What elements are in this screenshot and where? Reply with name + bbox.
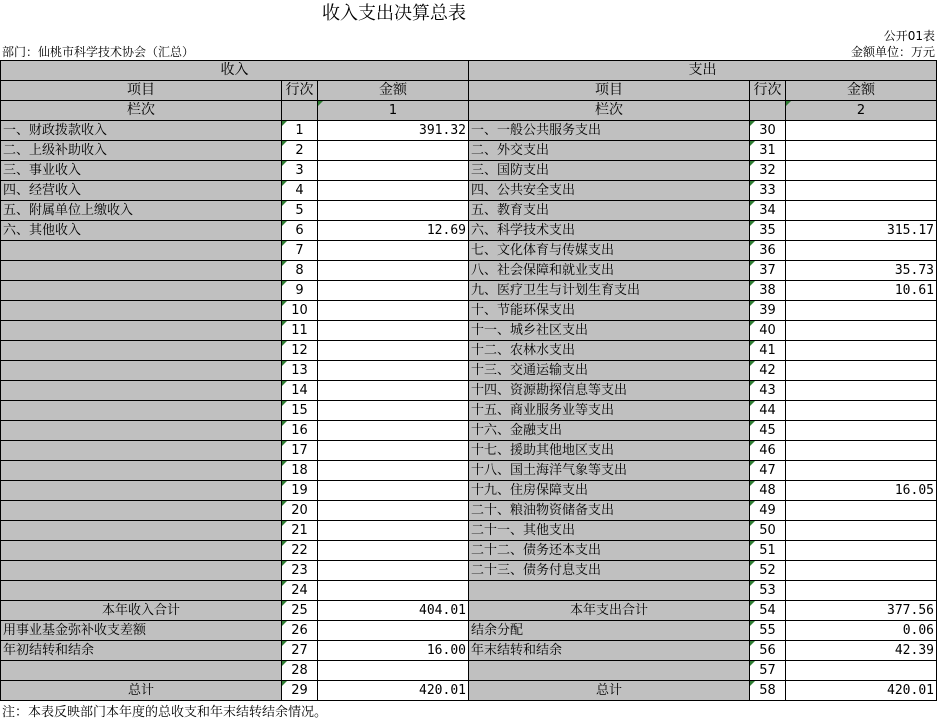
expense-rowno-cell: 51 [750, 541, 786, 561]
expense-rowno-cell: 42 [750, 361, 786, 381]
income-rowno-cell: 19 [282, 481, 318, 501]
expense-item-header: 项目 [469, 81, 750, 101]
income-amount-cell [318, 321, 469, 341]
expense-item-cell: 十八、国土海洋气象等支出 [469, 461, 750, 481]
expense-item-cell: 十三、交通运输支出 [469, 361, 750, 381]
expense-rowno-cell: 36 [750, 241, 786, 261]
income-rowno-cell: 5 [282, 201, 318, 221]
income-amount-cell: 420.01 [318, 681, 469, 701]
expense-amount-cell [786, 241, 937, 261]
expense-amount-cell [786, 341, 937, 361]
expense-amount-cell [786, 501, 937, 521]
income-item-cell [1, 541, 282, 561]
income-amount-cell [318, 301, 469, 321]
income-rowno-cell: 20 [282, 501, 318, 521]
income-item-cell [1, 321, 282, 341]
expense-amount-cell [786, 561, 937, 581]
expense-amount-cell [786, 661, 937, 681]
expense-item-cell: 九、医疗卫生与计划生育支出 [469, 281, 750, 301]
income-item-cell [1, 281, 282, 301]
income-amount-cell [318, 401, 469, 421]
table-row [1, 441, 937, 461]
income-amount-cell [318, 341, 469, 361]
income-expense-table [0, 60, 937, 701]
income-rowno-cell: 27 [282, 641, 318, 661]
expense-item-cell: 五、教育支出 [469, 201, 750, 221]
income-amount-cell [318, 181, 469, 201]
income-item-cell: 二、上级补助收入 [1, 141, 282, 161]
income-rowno-cell: 23 [282, 561, 318, 581]
expense-amount-cell [786, 321, 937, 341]
expense-amount-cell [786, 461, 937, 481]
expense-rowno-cell: 46 [750, 441, 786, 461]
income-amount-cell [318, 361, 469, 381]
table-row [1, 321, 937, 341]
table-row [1, 201, 937, 221]
income-rowno-cell: 24 [282, 581, 318, 601]
expense-item-cell: 总计 [469, 681, 750, 701]
table-row [1, 521, 937, 541]
table-row [1, 381, 937, 401]
expense-item-cell [469, 661, 750, 681]
expense-rowno-cell: 50 [750, 521, 786, 541]
table-row [1, 261, 937, 281]
income-amount-cell [318, 501, 469, 521]
expense-item-cell: 十一、城乡社区支出 [469, 321, 750, 341]
table-row [1, 541, 937, 561]
unit-label: 金额单位：万元 [850, 45, 935, 59]
expense-amount-cell [786, 201, 937, 221]
income-column-empty [282, 101, 318, 121]
expense-amount-cell [786, 401, 937, 421]
table-row [1, 401, 937, 421]
expense-item-cell: 八、社会保障和就业支出 [469, 261, 750, 281]
income-item-cell [1, 441, 282, 461]
table-body [1, 61, 937, 701]
income-rowno-cell: 25 [282, 601, 318, 621]
expense-item-cell: 三、国防支出 [469, 161, 750, 181]
income-rowno-cell: 26 [282, 621, 318, 641]
income-rowno-cell: 16 [282, 421, 318, 441]
income-amount-cell: 12.69 [318, 221, 469, 241]
income-item-cell [1, 481, 282, 501]
table-row [1, 421, 937, 441]
income-item-cell [1, 381, 282, 401]
income-rowno-cell: 1 [282, 121, 318, 141]
income-amount-cell [318, 621, 469, 641]
expense-rowno-cell: 38 [750, 281, 786, 301]
income-amount-cell: 16.00 [318, 641, 469, 661]
income-item-cell [1, 401, 282, 421]
section-header-row [1, 61, 937, 81]
income-rowno-cell: 2 [282, 141, 318, 161]
expense-rowno-cell: 54 [750, 601, 786, 621]
department-label: 部门：仙桃市科学技术协会（汇总） [2, 45, 195, 59]
expense-amount-cell [786, 381, 937, 401]
expense-rowno-cell: 30 [750, 121, 786, 141]
income-rowno-cell: 21 [282, 521, 318, 541]
income-item-header: 项目 [1, 81, 282, 101]
expense-rowno-cell: 48 [750, 481, 786, 501]
table-row [1, 281, 937, 301]
table-row [1, 601, 937, 621]
table-row [1, 121, 937, 141]
expense-rowno-cell: 41 [750, 341, 786, 361]
expense-item-cell: 一、一般公共服务支出 [469, 121, 750, 141]
income-item-cell: 三、事业收入 [1, 161, 282, 181]
income-item-cell [1, 521, 282, 541]
expense-amount-cell [786, 581, 937, 601]
expense-amount-cell [786, 121, 937, 141]
expense-item-cell: 十二、农林水支出 [469, 341, 750, 361]
expense-rowno-cell: 35 [750, 221, 786, 241]
income-amount-cell [318, 141, 469, 161]
income-amount-cell: 391.32 [318, 121, 469, 141]
expense-rowno-cell: 40 [750, 321, 786, 341]
expense-rowno-cell: 33 [750, 181, 786, 201]
table-row [1, 181, 937, 201]
expense-item-cell: 十七、援助其他地区支出 [469, 441, 750, 461]
income-amount-cell [318, 441, 469, 461]
income-column-number: 1 [318, 101, 469, 121]
income-item-cell [1, 501, 282, 521]
expense-item-cell: 本年支出合计 [469, 601, 750, 621]
column-header-row [1, 81, 937, 101]
expense-amount-cell: 420.01 [786, 681, 937, 701]
footnote: 注：本表反映部门本年度的总收支和年末结转结余情况。 [2, 705, 328, 720]
income-amount-cell: 404.01 [318, 601, 469, 621]
income-item-cell: 本年收入合计 [1, 601, 282, 621]
expense-item-cell: 二十二、债务还本支出 [469, 541, 750, 561]
income-item-cell [1, 561, 282, 581]
income-item-cell [1, 421, 282, 441]
income-column-label: 栏次 [1, 101, 282, 121]
income-rowno-cell: 29 [282, 681, 318, 701]
expense-amount-cell [786, 521, 937, 541]
expense-rowno-cell: 52 [750, 561, 786, 581]
expense-item-cell: 七、文化体育与传媒支出 [469, 241, 750, 261]
table-row [1, 241, 937, 261]
expense-item-cell: 二十三、债务付息支出 [469, 561, 750, 581]
expense-rowno-cell: 45 [750, 421, 786, 441]
income-amount-cell [318, 281, 469, 301]
expense-amount-cell [786, 181, 937, 201]
income-rowno-cell: 13 [282, 361, 318, 381]
income-item-cell [1, 241, 282, 261]
expense-rowno-cell: 55 [750, 621, 786, 641]
table-row [1, 361, 937, 381]
expense-item-cell: 十九、住房保障支出 [469, 481, 750, 501]
expense-rowno-cell: 32 [750, 161, 786, 181]
income-item-cell: 五、附属单位上缴收入 [1, 201, 282, 221]
expense-rowno-cell: 58 [750, 681, 786, 701]
income-rowno-cell: 14 [282, 381, 318, 401]
expense-column-label: 栏次 [469, 101, 750, 121]
income-amount-cell [318, 381, 469, 401]
report-title: 收入支出决算总表 [322, 3, 466, 24]
expense-rowno-cell: 44 [750, 401, 786, 421]
expense-amount-cell [786, 441, 937, 461]
income-amount-cell [318, 261, 469, 281]
expense-rowno-cell: 47 [750, 461, 786, 481]
table-row [1, 621, 937, 641]
income-amount-cell [318, 581, 469, 601]
expense-item-cell: 二十、粮油物资储备支出 [469, 501, 750, 521]
expense-amount-cell [786, 421, 937, 441]
expense-amount-cell: 35.73 [786, 261, 937, 281]
income-amount-cell [318, 481, 469, 501]
expense-amount-cell [786, 541, 937, 561]
expense-rowno-cell: 49 [750, 501, 786, 521]
table-row [1, 561, 937, 581]
table-row [1, 141, 937, 161]
expense-amount-header: 金额 [786, 81, 937, 101]
income-amount-cell [318, 201, 469, 221]
expense-column-empty [750, 101, 786, 121]
income-amount-header: 金额 [318, 81, 469, 101]
income-item-cell: 四、经营收入 [1, 181, 282, 201]
income-amount-cell [318, 561, 469, 581]
income-rowno-cell: 4 [282, 181, 318, 201]
expense-item-cell: 十、节能环保支出 [469, 301, 750, 321]
expense-rowno-cell: 57 [750, 661, 786, 681]
income-rowno-cell: 3 [282, 161, 318, 181]
income-amount-cell [318, 661, 469, 681]
income-rowno-cell: 6 [282, 221, 318, 241]
table-row [1, 221, 937, 241]
expense-item-cell: 四、公共安全支出 [469, 181, 750, 201]
expense-amount-cell [786, 361, 937, 381]
income-item-cell: 总计 [1, 681, 282, 701]
form-number: 公开01表 [883, 29, 935, 43]
table-row [1, 661, 937, 681]
income-amount-cell [318, 461, 469, 481]
income-item-cell: 六、其他收入 [1, 221, 282, 241]
table-row [1, 501, 937, 521]
expense-item-cell: 十五、商业服务业等支出 [469, 401, 750, 421]
table-row [1, 581, 937, 601]
income-item-cell [1, 461, 282, 481]
expense-item-cell [469, 581, 750, 601]
table-row [1, 481, 937, 501]
expense-rowno-cell: 39 [750, 301, 786, 321]
income-section-header: 收入 [1, 61, 469, 81]
income-rowno-cell: 12 [282, 341, 318, 361]
expense-amount-cell: 315.17 [786, 221, 937, 241]
expense-section-header: 支出 [469, 61, 937, 81]
income-rowno-cell: 18 [282, 461, 318, 481]
expense-rowno-cell: 53 [750, 581, 786, 601]
expense-amount-cell: 0.06 [786, 621, 937, 641]
income-rowno-header: 行次 [282, 81, 318, 101]
expense-rowno-cell: 34 [750, 201, 786, 221]
income-rowno-cell: 10 [282, 301, 318, 321]
income-rowno-cell: 15 [282, 401, 318, 421]
income-rowno-cell: 11 [282, 321, 318, 341]
income-item-cell [1, 581, 282, 601]
income-amount-cell [318, 541, 469, 561]
expense-item-cell: 年末结转和结余 [469, 641, 750, 661]
table-row [1, 461, 937, 481]
column-index-row [1, 101, 937, 121]
income-rowno-cell: 22 [282, 541, 318, 561]
expense-item-cell: 结余分配 [469, 621, 750, 641]
income-rowno-cell: 7 [282, 241, 318, 261]
expense-amount-cell: 10.61 [786, 281, 937, 301]
expense-item-cell: 二、外交支出 [469, 141, 750, 161]
income-amount-cell [318, 521, 469, 541]
income-amount-cell [318, 241, 469, 261]
income-item-cell: 年初结转和结余 [1, 641, 282, 661]
table-row [1, 681, 937, 701]
expense-rowno-cell: 37 [750, 261, 786, 281]
expense-column-number: 2 [786, 101, 937, 121]
expense-amount-cell: 42.39 [786, 641, 937, 661]
income-item-cell [1, 661, 282, 681]
income-item-cell [1, 361, 282, 381]
income-item-cell [1, 261, 282, 281]
income-item-cell: 用事业基金弥补收支差额 [1, 621, 282, 641]
income-rowno-cell: 28 [282, 661, 318, 681]
expense-rowno-cell: 31 [750, 141, 786, 161]
table-row [1, 161, 937, 181]
table-row [1, 641, 937, 661]
expense-amount-cell: 16.05 [786, 481, 937, 501]
expense-rowno-cell: 43 [750, 381, 786, 401]
expense-amount-cell: 377.56 [786, 601, 937, 621]
expense-item-cell: 十六、金融支出 [469, 421, 750, 441]
expense-amount-cell [786, 161, 937, 181]
expense-rowno-header: 行次 [750, 81, 786, 101]
expense-item-cell: 六、科学技术支出 [469, 221, 750, 241]
income-amount-cell [318, 161, 469, 181]
income-rowno-cell: 9 [282, 281, 318, 301]
table-row [1, 341, 937, 361]
expense-amount-cell [786, 141, 937, 161]
expense-item-cell: 十四、资源勘探信息等支出 [469, 381, 750, 401]
income-rowno-cell: 8 [282, 261, 318, 281]
expense-amount-cell [786, 301, 937, 321]
table-row [1, 301, 937, 321]
income-amount-cell [318, 421, 469, 441]
income-item-cell [1, 301, 282, 321]
income-item-cell: 一、财政拨款收入 [1, 121, 282, 141]
income-item-cell [1, 341, 282, 361]
income-rowno-cell: 17 [282, 441, 318, 461]
expense-rowno-cell: 56 [750, 641, 786, 661]
expense-item-cell: 二十一、其他支出 [469, 521, 750, 541]
